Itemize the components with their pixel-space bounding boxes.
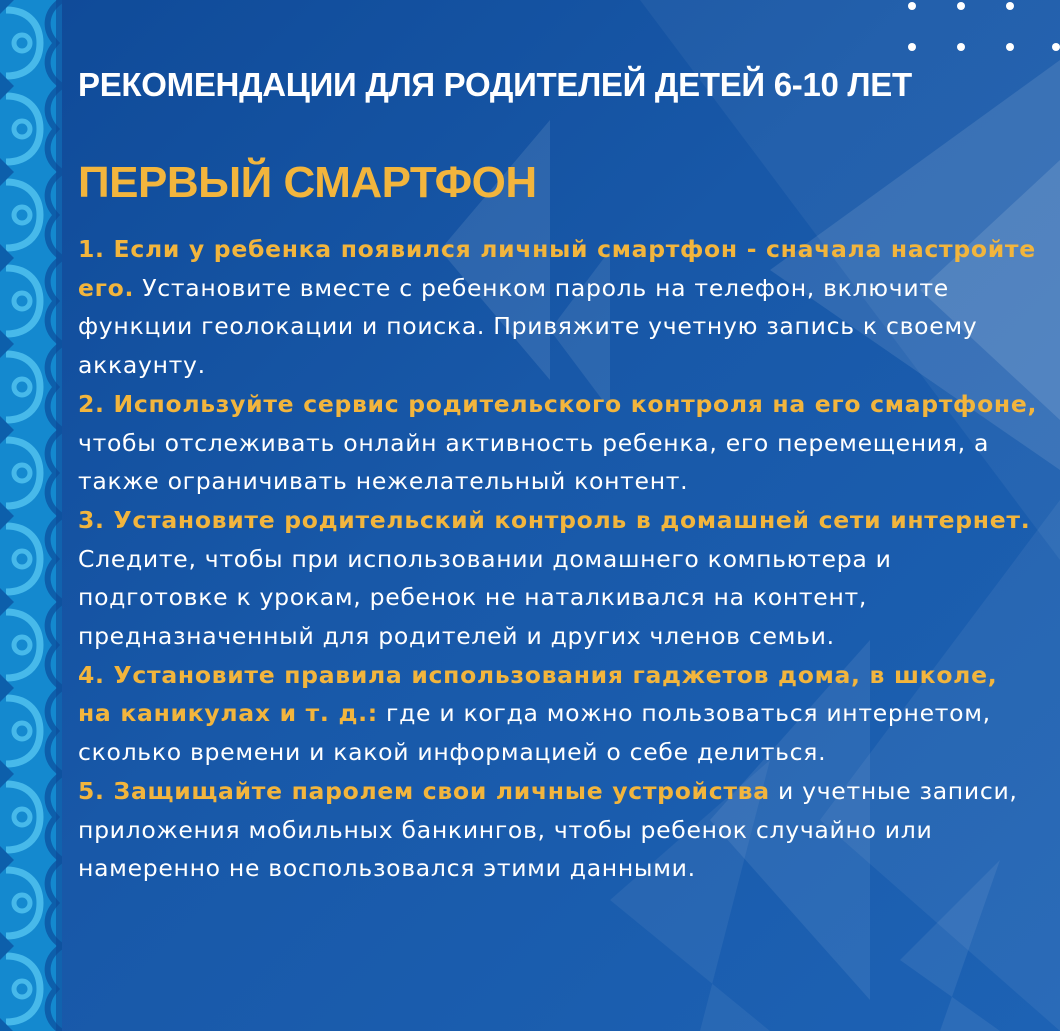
recommendation-lead: 5. Защищайте паролем свои личные устройства <box>78 776 770 805</box>
recommendation-item <box>78 385 1038 501</box>
recommendation-lead: 3. Установите родительский контроль в домашней сети интернет. <box>78 505 1031 534</box>
decorative-dots-icon <box>860 0 1060 70</box>
page-title: ПЕРВЫЙ СМАРТФОН <box>78 158 537 207</box>
recommendation-item <box>78 230 1038 385</box>
recommendation-text: чтобы отслеживать онлайн активность ребенка, его перемещения, а также ограничивать нежелательный контент. <box>78 428 990 496</box>
recommendation-text: где и когда можно пользоваться интернетом, сколько времени и какой информацией о себе делиться. <box>78 699 991 767</box>
recommendations-list <box>78 230 1038 888</box>
recommendation-item <box>78 772 1038 888</box>
page-heading: РЕКОМЕНДАЦИИ ДЛЯ РОДИТЕЛЕЙ ДЕТЕЙ 6-10 ЛЕТ <box>78 66 912 103</box>
recommendation-lead: 1. Если у ребенка появился личный смартфон - сначала настройте его. <box>78 235 1036 302</box>
recommendation-item <box>78 656 1038 772</box>
recommendation-text: Установите вместе с ребенком пароль на телефон, включите функции геолокации и поиска. Привяжите учетную запись к своему аккаунту. <box>78 273 978 380</box>
recommendation-lead: 4. Установите правила использования гаджетов дома, в школе, на каникулах и т. д.: <box>78 660 998 728</box>
ornament-border-icon <box>0 0 62 1031</box>
recommendation-item <box>78 501 1038 656</box>
recommendation-lead: 2. Используйте сервис родительского контроля на его смартфоне, <box>78 389 1038 418</box>
recommendation-text: и учетные записи, приложения мобильных банкингов, чтобы ребенок случайно или намеренно не воспользовался этими данными. <box>78 776 1018 883</box>
recommendation-text: Следите, чтобы при использовании домашнего компьютера и подготовке к урокам, ребенок не наталкивался на контент, предназначенный для родителей и других членов семьи. <box>78 544 892 651</box>
